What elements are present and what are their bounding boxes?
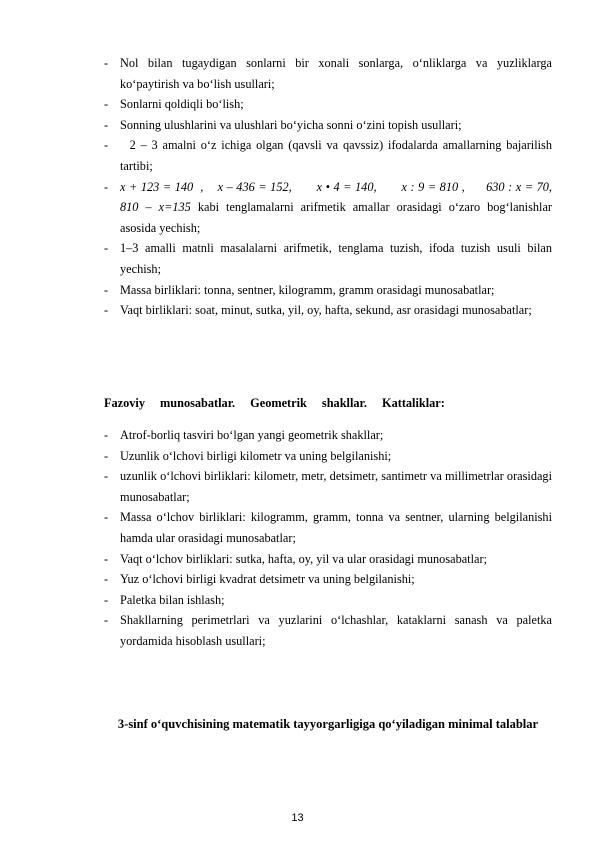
bullet-dash: -	[104, 138, 109, 153]
requirements-list-arithmetic	[104, 53, 562, 321]
requirements-list-geometry	[104, 425, 552, 652]
list-item-text: Shakllarning perimetrlari va yuzlarini o‘lchashlar, kataklarni sanash va paletka yordamida hisoblash usullari;	[120, 613, 552, 648]
list-item-text: Paletka bilan ishlash;	[120, 592, 225, 607]
list-item	[104, 115, 552, 136]
equations-text: x + 123 = 140 , x – 436 = 152, x • 4 = 140, x : 9 = 810 , 630 : x = 70, 810 – x=135	[120, 179, 562, 215]
minimal-requirements-title: 3-sinf o‘quvchisining matematik tayyorgarligiga qo‘yiladigan minimal talablar	[117, 717, 539, 731]
list-item-text: kabi tenglamalarni arifmetik amallar orasidagi o‘zaro bog‘lanishlar asosida yechish;	[120, 200, 552, 235]
list-item-text: Vaqt o‘lchov birliklari: sutka, hafta, oy, yil va ular orasidagi munosabatlar;	[120, 551, 487, 566]
list-item	[104, 466, 552, 507]
bullet-dash: -	[104, 551, 109, 566]
list-item	[104, 94, 552, 115]
list-item	[104, 446, 552, 467]
bullet-dash: -	[104, 428, 109, 442]
list-item-text: Uzunlik o‘lchovi birligi kilometr va uning belgilanishi;	[120, 448, 392, 463]
bullet-dash: -	[104, 97, 109, 112]
bullet-dash: -	[104, 117, 109, 132]
list-item	[104, 569, 552, 590]
list-item	[104, 590, 552, 611]
page-number: 13	[291, 812, 304, 824]
list-item	[104, 610, 552, 651]
bullet-dash: -	[104, 510, 109, 525]
bullet-dash: -	[104, 592, 109, 607]
list-item-text: Sonning ulushlarini va ulushlari bo‘yicha sonni o‘zini topish usullari;	[120, 117, 462, 132]
list-item	[104, 507, 552, 548]
bullet-dash: -	[104, 179, 109, 194]
bullet-dash: -	[104, 303, 109, 318]
list-item	[104, 300, 552, 321]
bullet-dash: -	[104, 613, 109, 628]
list-item-text: Vaqt birliklari: soat, minut, sutka, yil, oy, hafta, sekund, asr orasidagi munosabatlar;	[120, 303, 532, 318]
list-item	[104, 280, 552, 301]
list-item-text: Atrof-borliq tasviri bo‘lgan yangi geometrik shakllar;	[120, 428, 384, 442]
bullet-dash: -	[104, 282, 109, 297]
list-item	[104, 53, 552, 94]
list-item-text: Yuz o‘lchovi birligi kvadrat detsimetr va uning belgilanishi;	[120, 572, 415, 587]
list-item	[104, 135, 556, 176]
bullet-dash: -	[104, 572, 109, 587]
bullet-dash: -	[104, 469, 109, 484]
bullet-dash: -	[104, 241, 109, 256]
section-heading: Fazoviy munosabatlar. Geometrik shakllar. Kattaliklar:	[104, 396, 445, 410]
list-item	[104, 549, 552, 570]
list-item-text: Sonlarni qoldiqli bo‘lish;	[120, 97, 244, 112]
list-item-text: Massa birliklari: tonna, sentner, kilogramm, gramm orasidagi munosabatlar;	[120, 282, 495, 297]
list-item-text: 2 – 3 amalni o‘z ichiga olgan (qavsli va qavssiz) ifodalarda amallarning bajarilish tartibi;	[120, 138, 556, 173]
list-item	[104, 177, 562, 239]
list-item	[104, 425, 552, 446]
list-item	[104, 238, 552, 279]
bullet-dash: -	[104, 448, 109, 463]
list-item-text: Nol bilan tugaydigan sonlarni bir xonali sonlarga, o‘nliklarga va yuzliklarga ko‘paytirish va bo‘lish usullari;	[120, 56, 552, 91]
list-item-text: uzunlik o‘lchovi birliklari: kilometr, metr, detsimetr, santimetr va millimetrlar orasidagi munosabatlar;	[120, 469, 552, 504]
bullet-dash: -	[104, 56, 109, 70]
list-item-text: Massa o‘lchov birliklari: kilogramm, gramm, tonna va sentner, ularning belgilanishi hamda ular orasidagi munosabatlar;	[120, 510, 552, 545]
list-item-text: 1–3 amalli matnli masalalarni arifmetik, tenglama tuzish, ifoda tuzish usuli bilan yechish;	[120, 241, 552, 276]
